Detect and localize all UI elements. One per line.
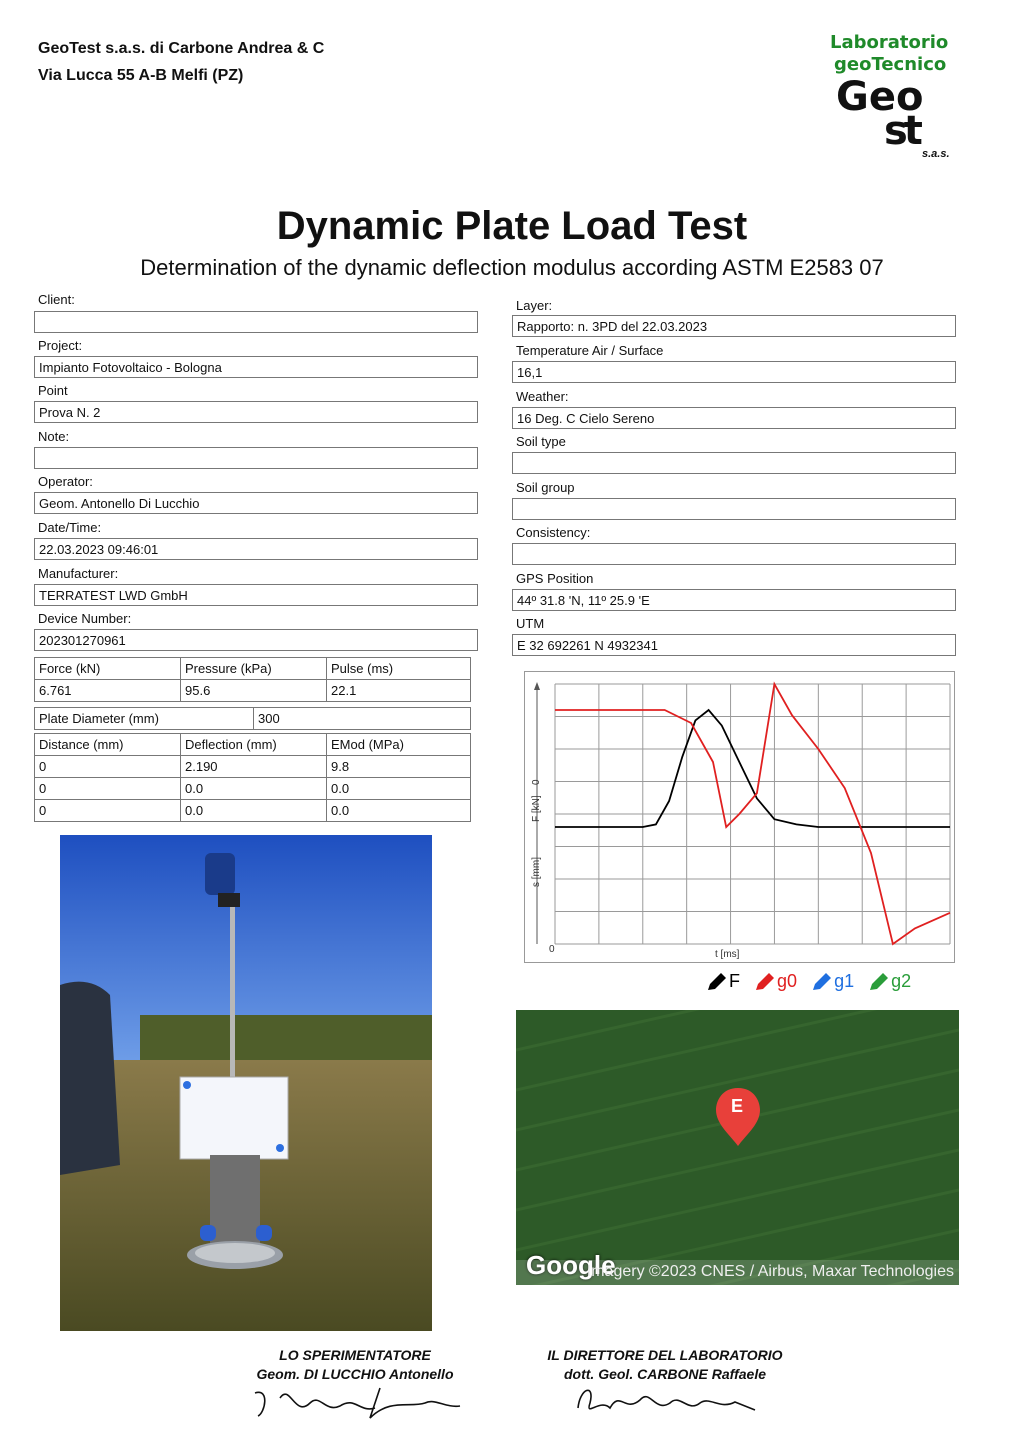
utm-label: UTM — [516, 616, 545, 631]
x-tick-zero: 0 — [549, 944, 555, 955]
table-row — [35, 658, 471, 680]
table-row — [35, 800, 471, 822]
device-number-label: Device Number: — [38, 611, 132, 626]
weather-field: 16 Deg. C Cielo Sereno — [512, 407, 956, 429]
manufacturer-label: Manufacturer: — [38, 566, 119, 581]
x-axis-label: t [ms] — [715, 949, 740, 960]
legend-item-g0 — [753, 970, 797, 992]
note-label: Note: — [38, 429, 70, 444]
legend-label: g0 — [777, 970, 798, 991]
pencil-icon — [867, 970, 891, 992]
table-cell: 9.8 — [327, 756, 471, 778]
client-field — [34, 311, 478, 333]
utm-field: E 32 692261 N 4932341 — [512, 634, 956, 656]
force-table — [34, 657, 471, 702]
operator-label: Operator: — [38, 474, 93, 489]
table-header: EMod (MPa) — [327, 734, 471, 756]
table-header: Force (kN) — [35, 658, 181, 680]
legend-label: g1 — [834, 970, 855, 991]
legend-label: g2 — [891, 970, 912, 991]
logo-sas: s.a.s. — [922, 148, 950, 160]
device-number-field: 202301270961 — [34, 629, 478, 651]
table-header: Pressure (kPa) — [181, 658, 327, 680]
layer-field: Rapporto: n. 3PD del 22.03.2023 — [512, 315, 956, 337]
table-cell: 0 — [35, 778, 181, 800]
load-chart — [524, 671, 955, 963]
datetime-field: 22.03.2023 09:46:01 — [34, 538, 478, 560]
signature-left-name: Geom. DI LUCCHIO Antonello — [256, 1366, 454, 1382]
point-field: Prova N. 2 — [34, 401, 478, 423]
signature-right-handwriting — [570, 1378, 760, 1423]
chart-svg — [525, 672, 954, 962]
legend-label: F — [729, 970, 740, 991]
table-cell: 0.0 — [327, 800, 471, 822]
soil-group-label: Soil group — [516, 480, 575, 495]
gps-label: GPS Position — [516, 571, 594, 586]
table-header: Deflection (mm) — [181, 734, 327, 756]
table-cell: 0.0 — [327, 778, 471, 800]
signature-right-role: IL DIRETTORE DEL LABORATORIO — [547, 1347, 783, 1363]
field-photo — [60, 835, 432, 1331]
signature-left-role: LO SPERIMENTATORE — [279, 1347, 431, 1363]
y-label-force: F [kN] — [531, 795, 542, 822]
logo-st: st — [884, 108, 919, 154]
y-label-disp: s [mm] — [531, 857, 542, 887]
table-cell: 2.190 — [181, 756, 327, 778]
legend-item-g1 — [810, 970, 854, 992]
operator-field: Geom. Antonello Di Lucchio — [34, 492, 478, 514]
table-cell: 0 — [35, 756, 181, 778]
table-header: Distance (mm) — [35, 734, 181, 756]
client-label: Client: — [38, 292, 75, 307]
table-cell: 22.1 — [327, 680, 471, 702]
logo-geo: Geo — [836, 74, 924, 120]
pencil-icon — [810, 970, 834, 992]
legend-item-f — [705, 970, 740, 992]
chart-legend — [705, 970, 919, 997]
map-credits: Imagery ©2023 CNES / Airbus, Maxar Technologies — [516, 1260, 959, 1285]
consistency-label: Consistency: — [516, 525, 591, 540]
manufacturer-field: TERRATEST LWD GmbH — [34, 584, 478, 606]
table-row — [35, 734, 471, 756]
table-cell: 0 — [35, 800, 181, 822]
layer-label: Layer: — [516, 298, 553, 313]
consistency-field — [512, 543, 956, 565]
table-cell: 0.0 — [181, 778, 327, 800]
table-row — [35, 756, 471, 778]
photo-illustration — [60, 835, 432, 1331]
temperature-field: 16,1 — [512, 361, 956, 383]
page-subtitle: Determination of the dynamic deflection modulus according ASTM E2583 07 — [140, 255, 884, 280]
pencil-icon — [753, 970, 777, 992]
datetime-label: Date/Time: — [38, 520, 102, 535]
plate-label: Plate Diameter (mm) — [35, 708, 254, 730]
project-label: Project: — [38, 338, 83, 353]
logo-line1: Laboratorio — [830, 32, 949, 53]
table-row — [35, 778, 471, 800]
company-name: GeoTest s.a.s. di Carbone Andrea & C — [38, 40, 325, 57]
table-header: Pulse (ms) — [327, 658, 471, 680]
weather-label: Weather: — [516, 389, 569, 404]
legend-item-g2 — [867, 970, 911, 992]
satellite-map[interactable] — [516, 1010, 959, 1285]
soil-type-field — [512, 452, 956, 474]
logo-line2: geoTecnico — [834, 54, 947, 75]
page-title: Dynamic Plate Load Test — [276, 204, 748, 248]
chart-grid — [555, 684, 950, 944]
plate-table — [34, 707, 471, 730]
company-address: Via Lucca 55 A-B Melfi (PZ) — [38, 67, 244, 84]
table-row — [35, 708, 471, 730]
y-axis-arrowhead — [534, 682, 540, 690]
project-field: Impianto Fotovoltaico - Bologna — [34, 356, 478, 378]
soil-type-label: Soil type — [516, 434, 566, 449]
signature-left-handwriting — [250, 1378, 470, 1423]
map-marker-letter: E — [731, 1096, 744, 1116]
note-field — [34, 447, 478, 469]
signature-right-name: dott. Geol. CARBONE Raffaele — [564, 1366, 766, 1382]
pencil-icon — [705, 970, 729, 992]
table-cell: 6.761 — [35, 680, 181, 702]
table-row — [35, 680, 471, 702]
lab-logo — [826, 30, 966, 170]
y-tick-zero: 0 — [531, 779, 542, 785]
table-cell: 95.6 — [181, 680, 327, 702]
plate-value: 300 — [254, 708, 471, 730]
map-illustration — [516, 1010, 959, 1285]
series-line-F — [555, 710, 950, 827]
gps-field: 44º 31.8 'N, 11º 25.9 'E — [512, 589, 956, 611]
deflection-table — [34, 733, 471, 822]
temperature-label: Temperature Air / Surface — [516, 343, 664, 358]
point-label: Point — [38, 383, 68, 398]
soil-group-field — [512, 498, 956, 520]
google-logo: Google — [526, 1250, 616, 1280]
table-cell: 0.0 — [181, 800, 327, 822]
